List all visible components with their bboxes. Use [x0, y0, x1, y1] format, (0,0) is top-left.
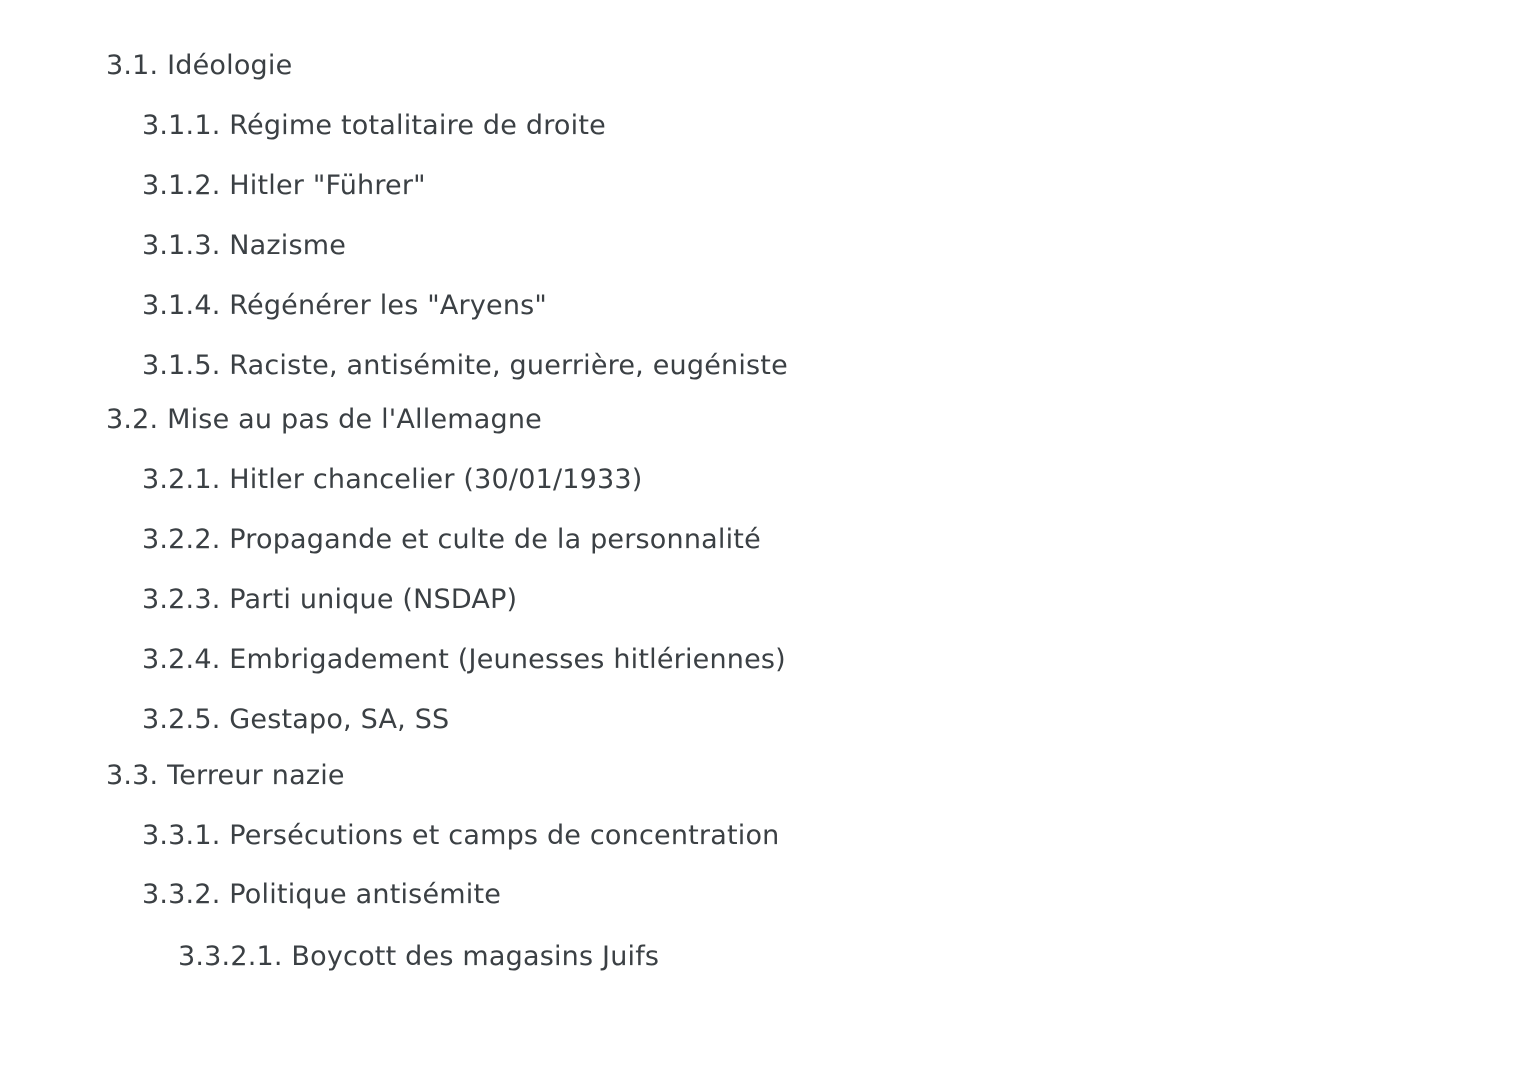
outline-item-3-3-2: 3.3.2. Politique antisémite: [142, 879, 502, 910]
outline-item-3-1-1: 3.1.1. Régime totalitaire de droite: [142, 110, 606, 141]
outline-item-3-2-1: 3.2.1. Hitler chancelier (30/01/1933): [142, 464, 643, 495]
outline-item-3-3-2-1: 3.3.2.1. Boycott des magasins Juifs: [178, 941, 660, 972]
outline-item-3-2-5: 3.2.5. Gestapo, SA, SS: [142, 704, 450, 735]
outline-item-3-1-5: 3.1.5. Raciste, antisémite, guerrière, eugéniste: [142, 350, 788, 381]
outline-item-3-1-3: 3.1.3. Nazisme: [142, 230, 347, 261]
outline-item-3-2-4: 3.2.4. Embrigadement (Jeunesses hitlériennes): [142, 644, 786, 675]
outline-heading-3-1: 3.1. Idéologie: [106, 50, 293, 81]
outline-heading-3-2: 3.2. Mise au pas de l'Allemagne: [106, 404, 542, 435]
outline-heading-3-3: 3.3. Terreur nazie: [106, 760, 345, 791]
outline-item-3-2-3: 3.2.3. Parti unique (NSDAP): [142, 584, 518, 615]
outline-item-3-2-2: 3.2.2. Propagande et culte de la personnalité: [142, 524, 761, 555]
outline-item-3-3-1: 3.3.1. Persécutions et camps de concentration: [142, 820, 780, 851]
outline-item-3-1-2: 3.1.2. Hitler "Führer": [142, 170, 426, 201]
outline-item-3-1-4: 3.1.4. Régénérer les "Aryens": [142, 290, 548, 321]
